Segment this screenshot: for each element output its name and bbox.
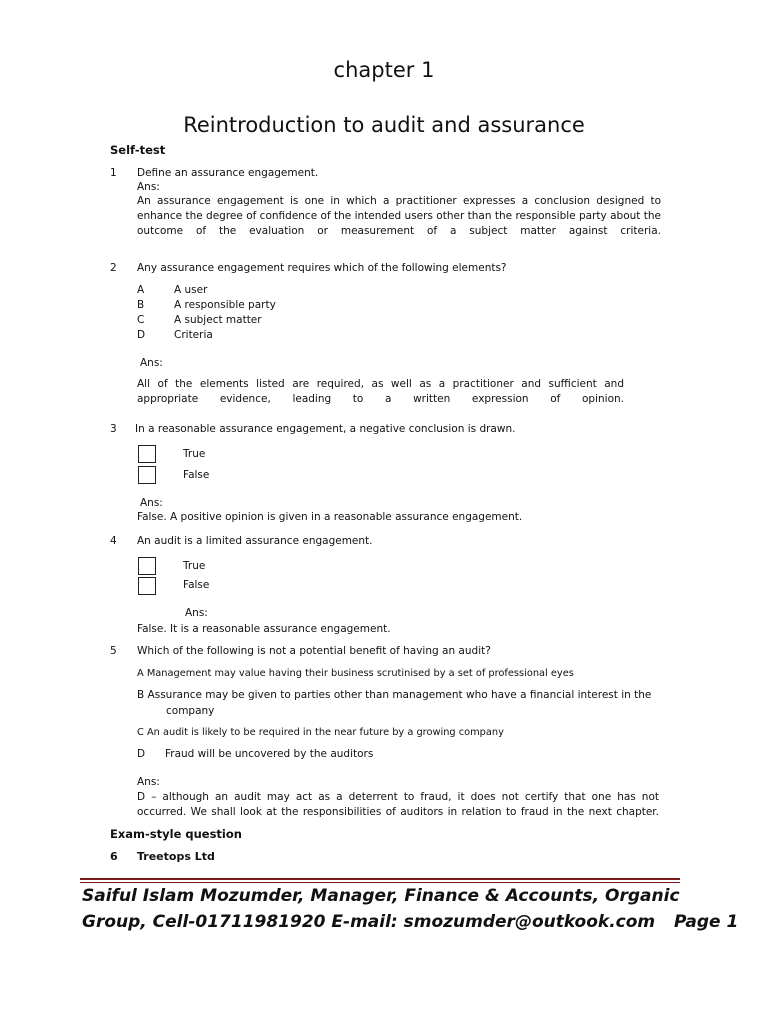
question-1-answer: An assurance engagement is one in which a practitioner expresses a conclusion designed to enhance the degree of confidence of the intended users other than the responsible party about the outcome of the evaluation or measurement of a subject matter against criteria. <box>137 195 661 237</box>
footer-author-line: Saiful Islam Mozumder, Manager, Finance & Accounts, Organic <box>82 886 680 906</box>
true-label: True <box>183 448 206 460</box>
question-5-number: 5 <box>110 645 117 657</box>
footer-rule-thin <box>80 882 680 883</box>
option-letter: C <box>137 314 145 326</box>
false-checkbox[interactable] <box>138 466 156 484</box>
exam-style-heading: Exam-style question <box>110 827 242 841</box>
self-test-heading: Self-test <box>110 143 166 157</box>
question-5-option-c: C An audit is likely to be required in the near future by a growing company <box>137 727 504 738</box>
question-5-ans-label: Ans: <box>137 776 160 788</box>
question-2-answer: All of the elements listed are required, as well as a practitioner and sufficient and appropriate evidence, leading to a written expression of opinion. <box>137 378 624 405</box>
question-1-text: Define an assurance engagement. <box>137 167 319 179</box>
question-6-number: 6 <box>110 850 118 863</box>
option-text: A responsible party <box>174 299 276 311</box>
question-3-ans-label: Ans: <box>140 497 163 509</box>
page-number: Page 1 <box>674 912 739 932</box>
question-2-ans-label: Ans: <box>140 357 163 369</box>
question-5-option-a: A Management may value having their business scrutinised by a set of professional eyes <box>137 668 574 679</box>
question-5-option-d-letter: D <box>137 748 146 760</box>
option-letter: D <box>137 329 146 341</box>
true-checkbox[interactable] <box>138 445 156 463</box>
question-2-text: Any assurance engagement requires which of the following elements? <box>137 262 507 274</box>
question-2-number: 2 <box>110 262 117 274</box>
footer-rule-thick <box>80 878 680 880</box>
option-letter: A <box>137 284 145 296</box>
true-checkbox[interactable] <box>138 557 156 575</box>
question-6-title: Treetops Ltd <box>137 850 215 863</box>
question-5-answer: D – although an audit may act as a deterrent to fraud, it does not certify that one has not occurred. We shall look at the responsibilities of auditors in relation to fraud in the next chapter. <box>137 791 659 818</box>
page-title: Reintroduction to audit and assurance <box>183 113 585 137</box>
footer-contact-line: Group, Cell-01711981920 E-mail: smozumder@outkook.com <box>82 912 656 932</box>
true-label: True <box>183 560 206 572</box>
question-4-number: 4 <box>110 535 117 547</box>
option-text: A subject matter <box>174 314 262 326</box>
question-1-ans-label: Ans: <box>137 181 160 193</box>
option-letter: B <box>137 299 145 311</box>
question-5-option-b-line1: B Assurance may be given to parties other than management who have a financial interest in the <box>137 689 652 701</box>
question-4-text: An audit is a limited assurance engagement. <box>137 535 373 547</box>
false-checkbox[interactable] <box>138 577 156 595</box>
question-3-number: 3 <box>110 423 117 435</box>
false-label: False <box>183 469 210 481</box>
question-4-answer: False. It is a reasonable assurance engagement. <box>137 623 391 635</box>
question-5-option-d-text: Fraud will be uncovered by the auditors <box>165 748 374 760</box>
chapter-label: chapter 1 <box>333 58 435 82</box>
question-1-number: 1 <box>110 167 117 179</box>
question-3-answer: False. A positive opinion is given in a reasonable assurance engagement. <box>137 511 523 523</box>
question-5-text: Which of the following is not a potential benefit of having an audit? <box>137 645 491 657</box>
question-4-ans-label: Ans: <box>185 607 208 619</box>
false-label: False <box>183 579 210 591</box>
question-5-option-b-line2: company <box>166 705 215 717</box>
option-text: Criteria <box>174 329 213 341</box>
question-3-text: In a reasonable assurance engagement, a negative conclusion is drawn. <box>135 423 516 435</box>
option-text: A user <box>174 284 208 296</box>
